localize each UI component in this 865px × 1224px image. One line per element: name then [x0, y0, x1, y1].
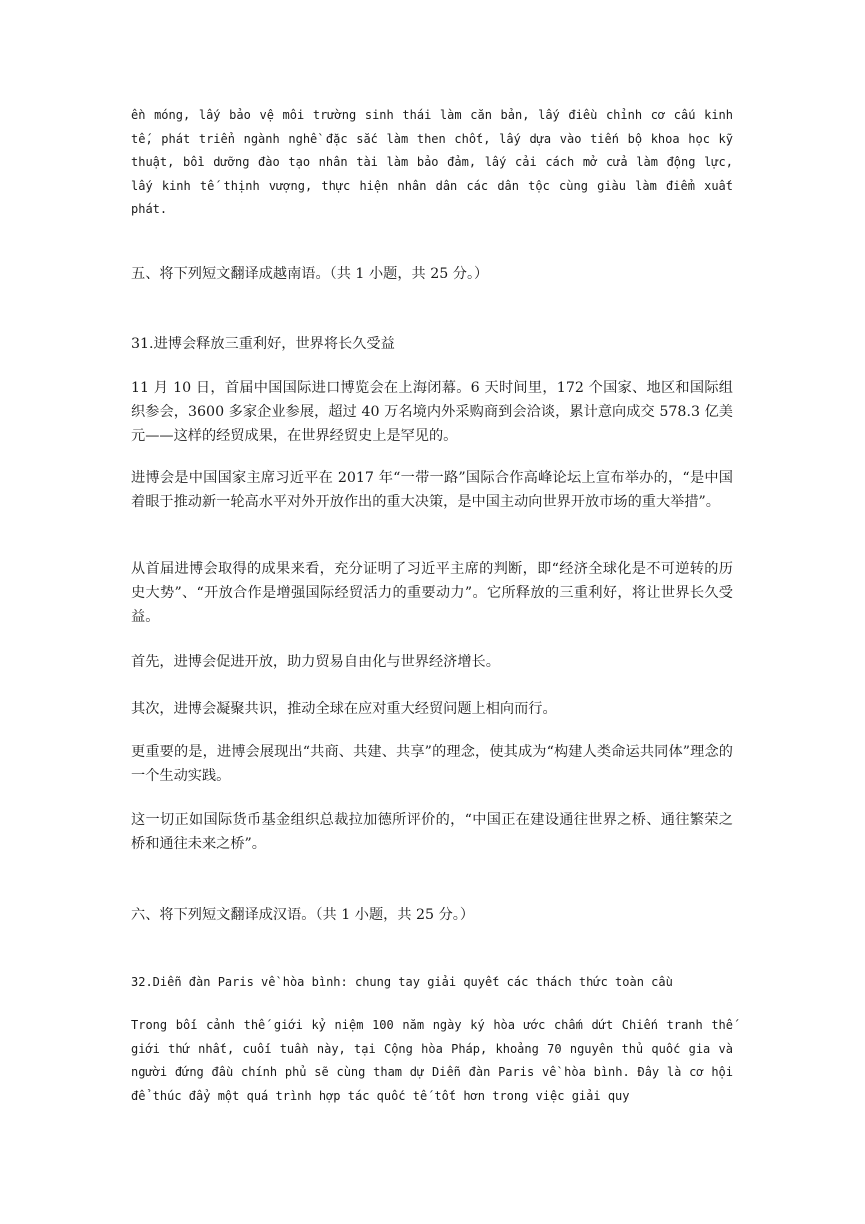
- question-31-title: 31.进博会释放三重利好，世界将长久受益: [131, 336, 395, 352]
- q31-paragraph-7: 这一切正如国际货币基金组织总裁拉加德所评价的，“中国正在建设通往世界之桥、通往繁荣之桥和通往未来之桥”。: [131, 812, 733, 852]
- question-32-title: 32.Diễn đàn Paris về hòa bình: chung tay giải quyết các thách thức toàn cầu: [131, 975, 673, 989]
- q31-paragraph-6: 更重要的是，进博会展现出“共商、共建、共享”的理念，使其成为“构建人类命运共同体”理念的一个生动实践。: [131, 744, 733, 784]
- q31-paragraph-3: 从首届进博会取得的成果来看，充分证明了习近平主席的判断，即“经济全球化是不可逆转的历史大势”、“开放合作是增强国际经贸活力的重要动力”。它所释放的三重利好，将让世界长久受益。: [131, 561, 733, 625]
- q31-paragraph-1: 11 月 10 日，首届中国国际进口博览会在上海闭幕。6 天时间里，172 个国家、地区和国际组织参会，3600 多家企业参展，超过 40 万名境内外采购商到会洽谈，累计意向成交 578.3 亿美元——这样的经贸成果，在世界经贸史上是罕见的。: [131, 380, 733, 444]
- section-6-heading: 六、将下列短文翻译成汉语。（共 1 小题，共 25 分。）: [131, 907, 475, 923]
- q32-paragraph-1: Trong bối cảnh thế giới kỷ niệm 100 năm ngày ký hòa ước chấm dứt Chiến tranh thế giới thứ nhất, cuối tuần này, tại Cộng hòa Pháp, khoảng 70 nguyên thủ quốc gia và người đứng đầu chính phủ sẽ cùng tham dự Diễn đàn Paris về hòa bình. Đây là cơ hội để thúc đẩy một quá trình hợp tác quốc tế tốt hơn trong việc giải quy: [131, 1018, 733, 1103]
- q31-paragraph-5: 其次，进博会凝聚共识，推动全球在应对重大经贸问题上相向而行。: [131, 701, 557, 717]
- section-4-tail-paragraph: ền móng, lấy bảo vệ môi trường sinh thái làm căn bản, lấy điều chỉnh cơ cấu kinh tế, phát triển ngành nghề đặc sắc làm then chốt, lấy dựa vào tiến bộ khoa học kỹ thuật, bồi dưỡng đào tạo nhân tài làm bảo đảm, lấy cải cách mở cửa làm động lực, lấy kinh tế thịnh vượng, thực hiện nhân dân các dân tộc cùng giàu làm điểm xuất phát.: [131, 108, 733, 216]
- q31-paragraph-4: 首先，进博会促进开放，助力贸易自由化与世界经济增长。: [131, 654, 500, 670]
- section-5-heading: 五、将下列短文翻译成越南语。（共 1 小题，共 25 分。）: [131, 266, 489, 282]
- q31-paragraph-2: 进博会是中国国家主席习近平在 2017 年“一带一路”国际合作高峰论坛上宣布举办的，“是中国着眼于推动新一轮高水平对外开放作出的重大决策，是中国主动向世界开放市场的重大举措”。: [131, 470, 733, 510]
